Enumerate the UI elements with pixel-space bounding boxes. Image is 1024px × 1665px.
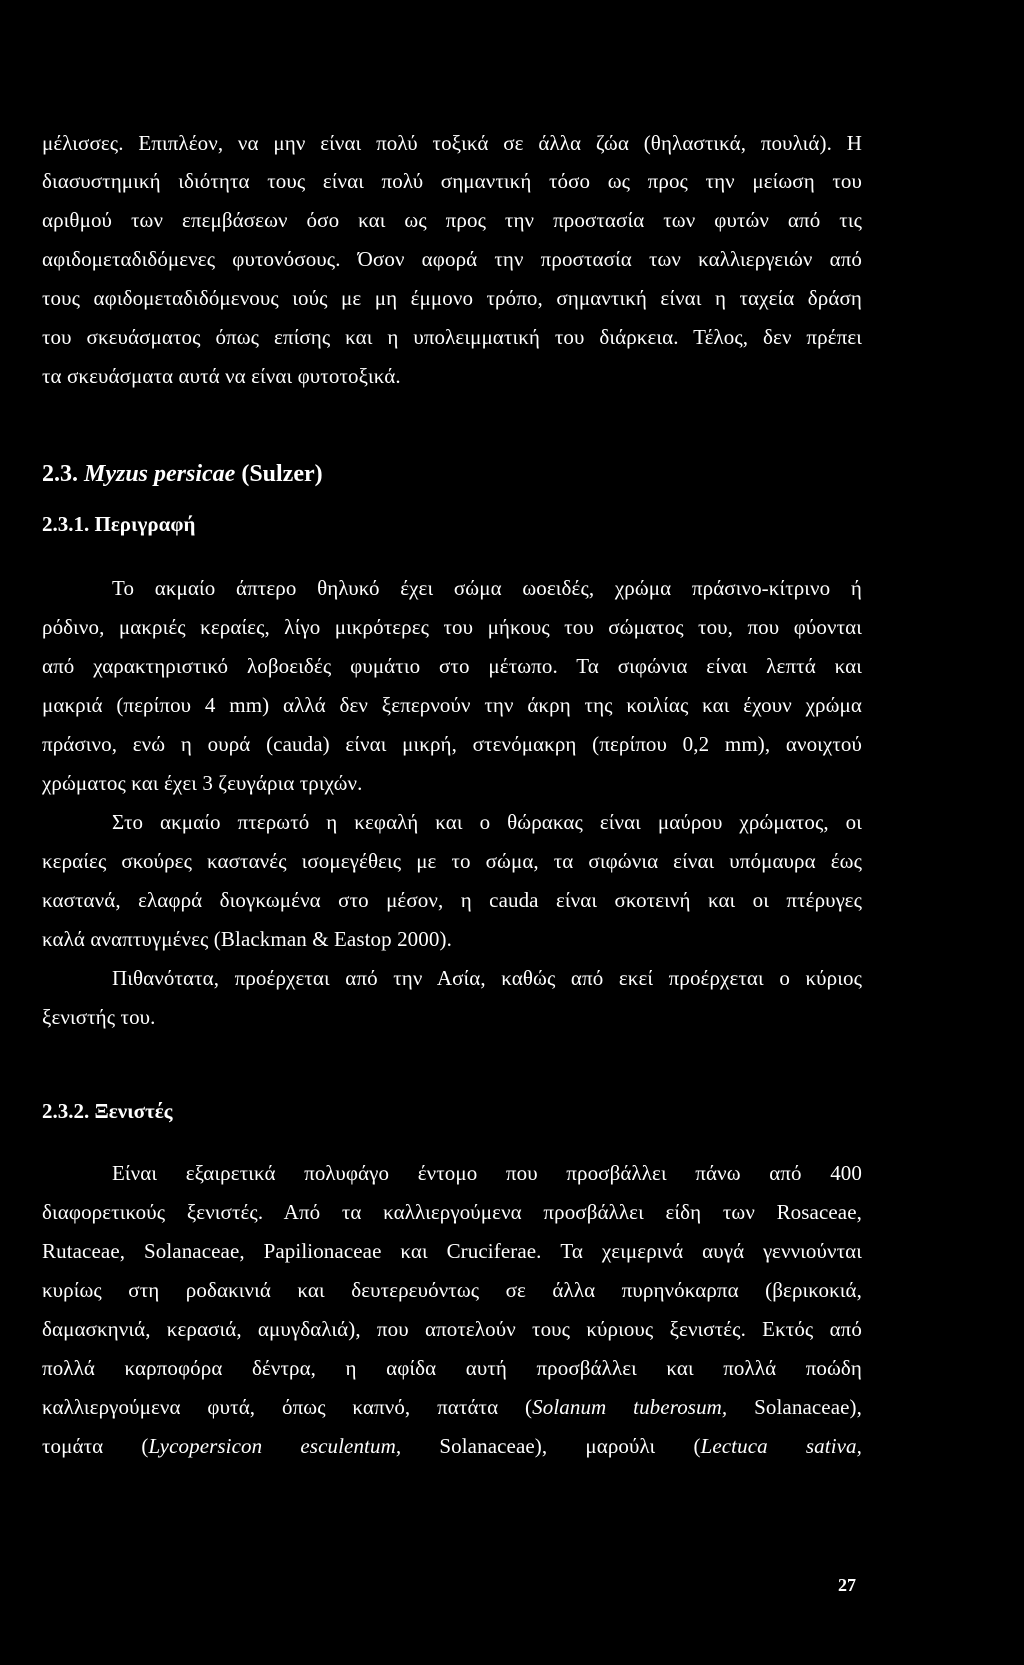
section-2-3-1-heading: 2.3.1. Περιγραφή	[42, 512, 196, 536]
desc-para1-line-5: πράσινο, ενώ η ουρά (cauda) είναι μικρή, στενόμακρη (περίπου 0,2 mm), ανοιχτού	[42, 732, 862, 756]
desc-para1-line-1: Το ακμαίο άπτερο θηλυκό έχει σώμα ωοειδές, χρώμα πράσινο-κίτρινο ή	[112, 576, 862, 600]
section-2-3-author: (Sulzer)	[241, 461, 323, 487]
desc-para1-line-4: μακριά (περίπου 4 mm) αλλά δεν ξεπερνούν την άκρη της κοιλίας και έχουν χρώμα	[42, 693, 862, 717]
intro-line-4: αφιδομεταδιδόμενες φυτονόσους. Όσον αφορά την προστασία των καλλιεργειών από	[42, 247, 862, 271]
intro-line-7: τα σκευάσματα αυτά να είναι φυτοτοξικά.	[42, 364, 401, 388]
desc-para2-line-3: καστανά, ελαφρά διογκωμένα στο μέσον, η cauda είναι σκοτεινή και οι πτέρυγες	[42, 888, 862, 912]
section-2-3-2-heading: 2.3.2. Ξενιστές	[42, 1099, 173, 1123]
section-2-3-number: 2.3.	[42, 461, 78, 487]
intro-line-2: διασυστημική ιδιότητα τους είναι πολύ σημαντική τόσο ως προς την μείωση του	[42, 169, 862, 193]
intro-line-1: μέλισσες. Επιπλέον, να μην είναι πολύ τοξικά σε άλλα ζώα (θηλαστικά, πουλιά). Η	[42, 131, 862, 155]
hosts-line-6: πολλά καρποφόρα δέντρα, η αφίδα αυτή προσβάλλει και πολλά ποώδη	[42, 1356, 862, 1380]
desc-para1-line-2: ρόδινο, μακριές κεραίες, λίγο μικρότερες του μήκους του σώματος του, που φύονται	[42, 615, 862, 639]
intro-line-5: τους αφιδομεταδιδόμενους ιούς με μη έμμονο τρόπο, σημαντική είναι η ταχεία δράση	[42, 286, 862, 310]
desc-para3-line-1: Πιθανότατα, προέρχεται από την Ασία, καθώς από εκεί προέρχεται ο κύριος	[112, 966, 862, 990]
page-number: 27	[838, 1575, 856, 1595]
hosts-line-7-b: Solanaceae),	[727, 1395, 863, 1419]
hosts-line-3: Rutaceae, Solanaceae, Papilionaceae και Cruciferae. Τα χειμερινά αυγά γεννιούνται	[42, 1239, 862, 1263]
hosts-line-8	[42, 1432, 862, 1460]
hosts-line-5: δαμασκηνιά, κερασιά, αμυγδαλιά), που αποτελούν τους κύριους ξενιστές. Εκτός από	[42, 1317, 862, 1341]
hosts-line-8-italic-2: Lectuca sativa,	[700, 1434, 863, 1458]
desc-para3-line-2: ξενιστής του.	[42, 1005, 156, 1029]
desc-para2-line-2: κεραίες σκούρες καστανές ισομεγέθεις με το σώμα, τα σιφώνια είναι υπόμαυρα έως	[42, 849, 862, 873]
section-2-3-species: Myzus persicae	[84, 461, 236, 487]
hosts-line-8-italic-1: Lycopersicon esculentum,	[148, 1434, 402, 1458]
hosts-line-4: κυρίως στη ροδακινιά και δευτερευόντως σε άλλα πυρηνόκαρπα (βερικοκιά,	[42, 1278, 862, 1302]
desc-para1-line-3: από χαρακτηριστικό λοβοειδές φυμάτιο στο μέτωπο. Τα σιφώνια είναι λεπτά και	[42, 654, 862, 678]
hosts-line-2: διαφορετικούς ξενιστές. Από τα καλλιεργούμενα προσβάλλει είδη των Rosaceae,	[42, 1200, 862, 1224]
desc-para2-line-1: Στο ακμαίο πτερωτό η κεφαλή και ο θώρακας είναι μαύρου χρώματος, οι	[112, 810, 862, 834]
intro-line-6: του σκευάσματος όπως επίσης και η υπολειμματική του διάρκεια. Τέλος, δεν πρέπει	[42, 325, 862, 349]
hosts-line-7	[42, 1393, 862, 1421]
hosts-line-7-a: καλλιεργούμενα φυτά, όπως καπνό, πατάτα (	[42, 1395, 533, 1419]
intro-line-3: αριθμού των επεμβάσεων όσο και ως προς την προστασία των φυτών από τις	[42, 208, 862, 232]
hosts-line-8-b: Solanaceae), μαρούλι (	[401, 1434, 701, 1458]
hosts-line-7-italic: Solanum tuberosum,	[532, 1395, 728, 1419]
hosts-line-1: Είναι εξαιρετικά πολυφάγο έντομο που προσβάλλει πάνω από 400	[112, 1161, 862, 1185]
desc-para2-line-4: καλά αναπτυγμένες (Blackman & Eastop 2000).	[42, 927, 452, 951]
section-2-3-heading	[42, 460, 323, 488]
hosts-line-8-a: τομάτα (	[42, 1434, 149, 1458]
desc-para1-line-6: χρώματος και έχει 3 ζευγάρια τριχών.	[42, 771, 363, 795]
